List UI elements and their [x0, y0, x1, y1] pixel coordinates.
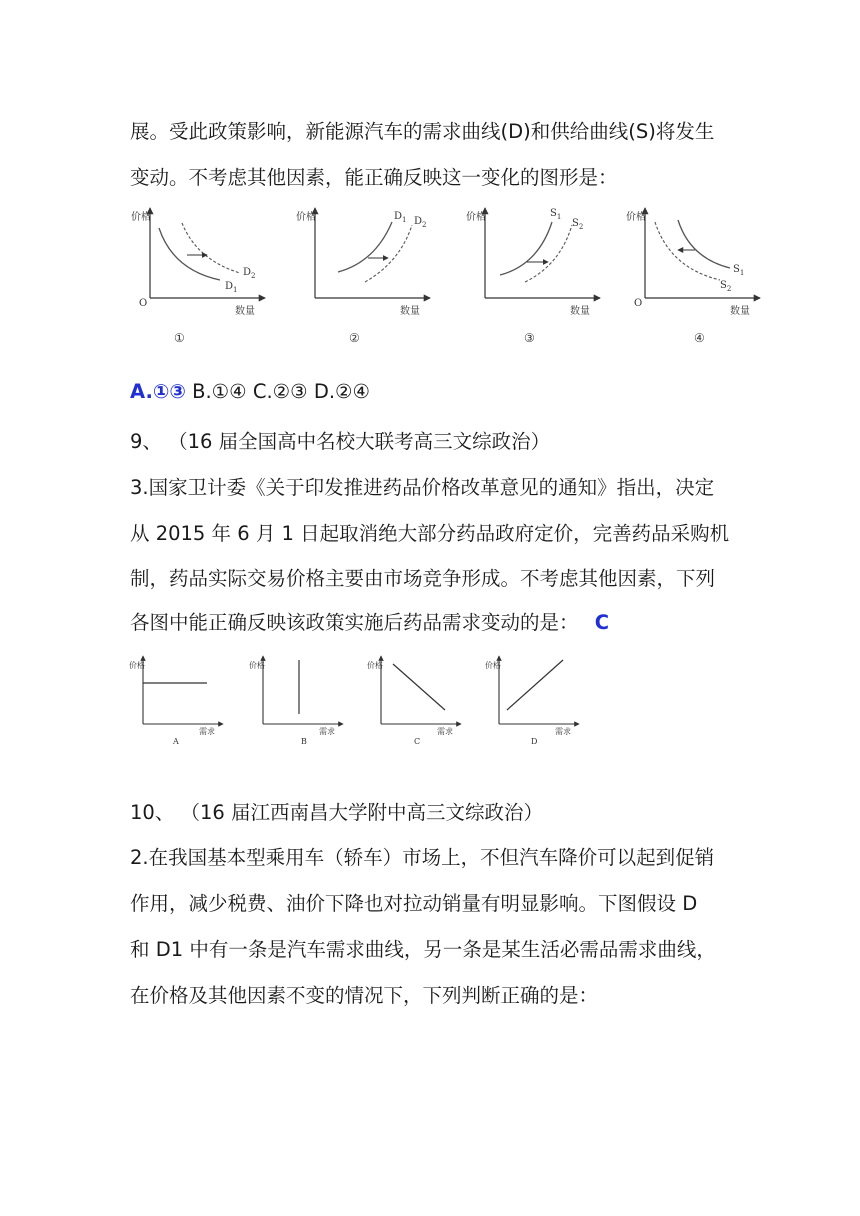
axis-x-label: 需求	[437, 727, 453, 736]
curve-d1	[159, 228, 220, 280]
q9-text-line-4	[130, 607, 609, 635]
panel-label-3: ③	[524, 331, 535, 345]
axis-y-label: 价格	[129, 661, 145, 670]
demand-line	[507, 660, 563, 710]
q8-option-b: B.①④	[192, 380, 247, 403]
q10-header: 10、 （16 届江西南昌大学附中高三文综政治）	[130, 801, 544, 824]
curve-label-s1: $S_1$	[550, 208, 562, 221]
curve-label-d2: $D_2$	[414, 216, 427, 229]
q9-figure	[125, 652, 595, 752]
q8-panel-2	[296, 208, 430, 345]
q8-panel-3	[466, 208, 600, 345]
axis-x-label: 数量	[570, 306, 590, 317]
curve-d1	[338, 222, 392, 272]
axis-y-label-1: 价格	[131, 212, 151, 223]
curve-s1	[678, 220, 730, 268]
axis-x-label: 数量	[235, 306, 255, 317]
panel-label-b: B	[301, 737, 307, 746]
curve-label-s1: $S_1$	[733, 264, 745, 277]
q8-options	[130, 380, 370, 403]
curve-s2	[655, 222, 720, 280]
panel-label-d: D	[531, 737, 538, 746]
q8-text-line-2: 变动。不考虑其他因素，能正确反映这一变化的图形是：	[130, 166, 618, 189]
curve-d2	[365, 225, 412, 282]
panel-label-2: ②	[349, 331, 360, 345]
q10-text-line-4: 在价格及其他因素不变的情况下，下列判断正确的是：	[130, 984, 599, 1007]
axis-x-label: 数量	[730, 306, 750, 317]
origin-label: O	[139, 298, 148, 309]
axis-y-label: 价格	[296, 212, 316, 223]
q9-question: 各图中能正确反映该政策实施后药品需求变动的是：	[130, 611, 579, 634]
curve-label-s2: $S_2$	[720, 280, 732, 293]
axis-y-label: 价格	[249, 661, 265, 670]
q10-text-line-1: 2.在我国基本型乘用车（轿车）市场上，不但汽车降价可以起到促销	[130, 846, 715, 869]
axis-y-label: 价格	[466, 212, 486, 223]
curve-label-s2: $S_2$	[572, 218, 584, 231]
curve-label-d1: $D_1$	[225, 281, 238, 294]
curve-s2	[525, 225, 572, 282]
axis-x-label: 需求	[555, 727, 571, 736]
q8-option-d: D.②④	[313, 380, 371, 403]
q9-panel-a	[129, 656, 223, 746]
q10-text-line-3: 和 D1 中有一条是汽车需求曲线，另一条是某生活必需品需求曲线，	[130, 938, 716, 961]
origin-label: O	[634, 298, 643, 309]
curve-label-d1: $D_1$	[394, 211, 407, 224]
q10-text-line-2: 作用，减少税费、油价下降也对拉动销量有明显影响。下图假设 D	[130, 892, 698, 915]
curve-d2	[182, 223, 240, 273]
axis-y-label: 价格	[626, 212, 646, 223]
axis-y-label: 价格	[367, 661, 383, 670]
q9-text-line-1: 3.国家卫计委《关于印发推进药品价格改革意见的通知》指出，决定	[130, 476, 715, 499]
q8-option-c: C.②③	[252, 380, 308, 403]
q8-panel-1	[131, 208, 265, 345]
q9-panel-c	[367, 656, 461, 746]
q8-text-line-1: 展。受此政策影响，新能源汽车的需求曲线(D)和供给曲线(S)将发生	[130, 120, 715, 143]
panel-label-c: C	[414, 737, 421, 746]
curve-s1	[500, 222, 552, 275]
q8-figure	[125, 200, 785, 350]
axis-x-label: 需求	[319, 727, 335, 736]
panel-label-a: A	[173, 737, 179, 746]
q9-answer: C	[594, 611, 610, 634]
q9-panel-d	[485, 656, 579, 746]
q9-text-line-3: 制，药品实际交易价格主要由市场竞争形成。不考虑其他因素，下列	[130, 567, 716, 590]
q8-panel-4	[626, 208, 760, 345]
q9-panel-b	[249, 656, 343, 746]
demand-line	[393, 664, 445, 710]
curve-label-d2: $D_2$	[243, 267, 256, 280]
axis-y-label: 价格	[485, 661, 501, 670]
q9-header: 9、 （16 届全国高中名校大联考高三文综政治）	[130, 430, 551, 453]
panel-label-1: ①	[174, 331, 185, 345]
panel-label-4: ④	[694, 331, 705, 345]
axis-x-label: 数量	[400, 306, 420, 317]
q8-answer: A.①③	[130, 380, 186, 403]
q9-text-line-2: 从 2015 年 6 月 1 日起取消绝大部分药品政府定价，完善药品采购机	[130, 522, 730, 545]
axis-x-label: 需求	[199, 727, 215, 736]
